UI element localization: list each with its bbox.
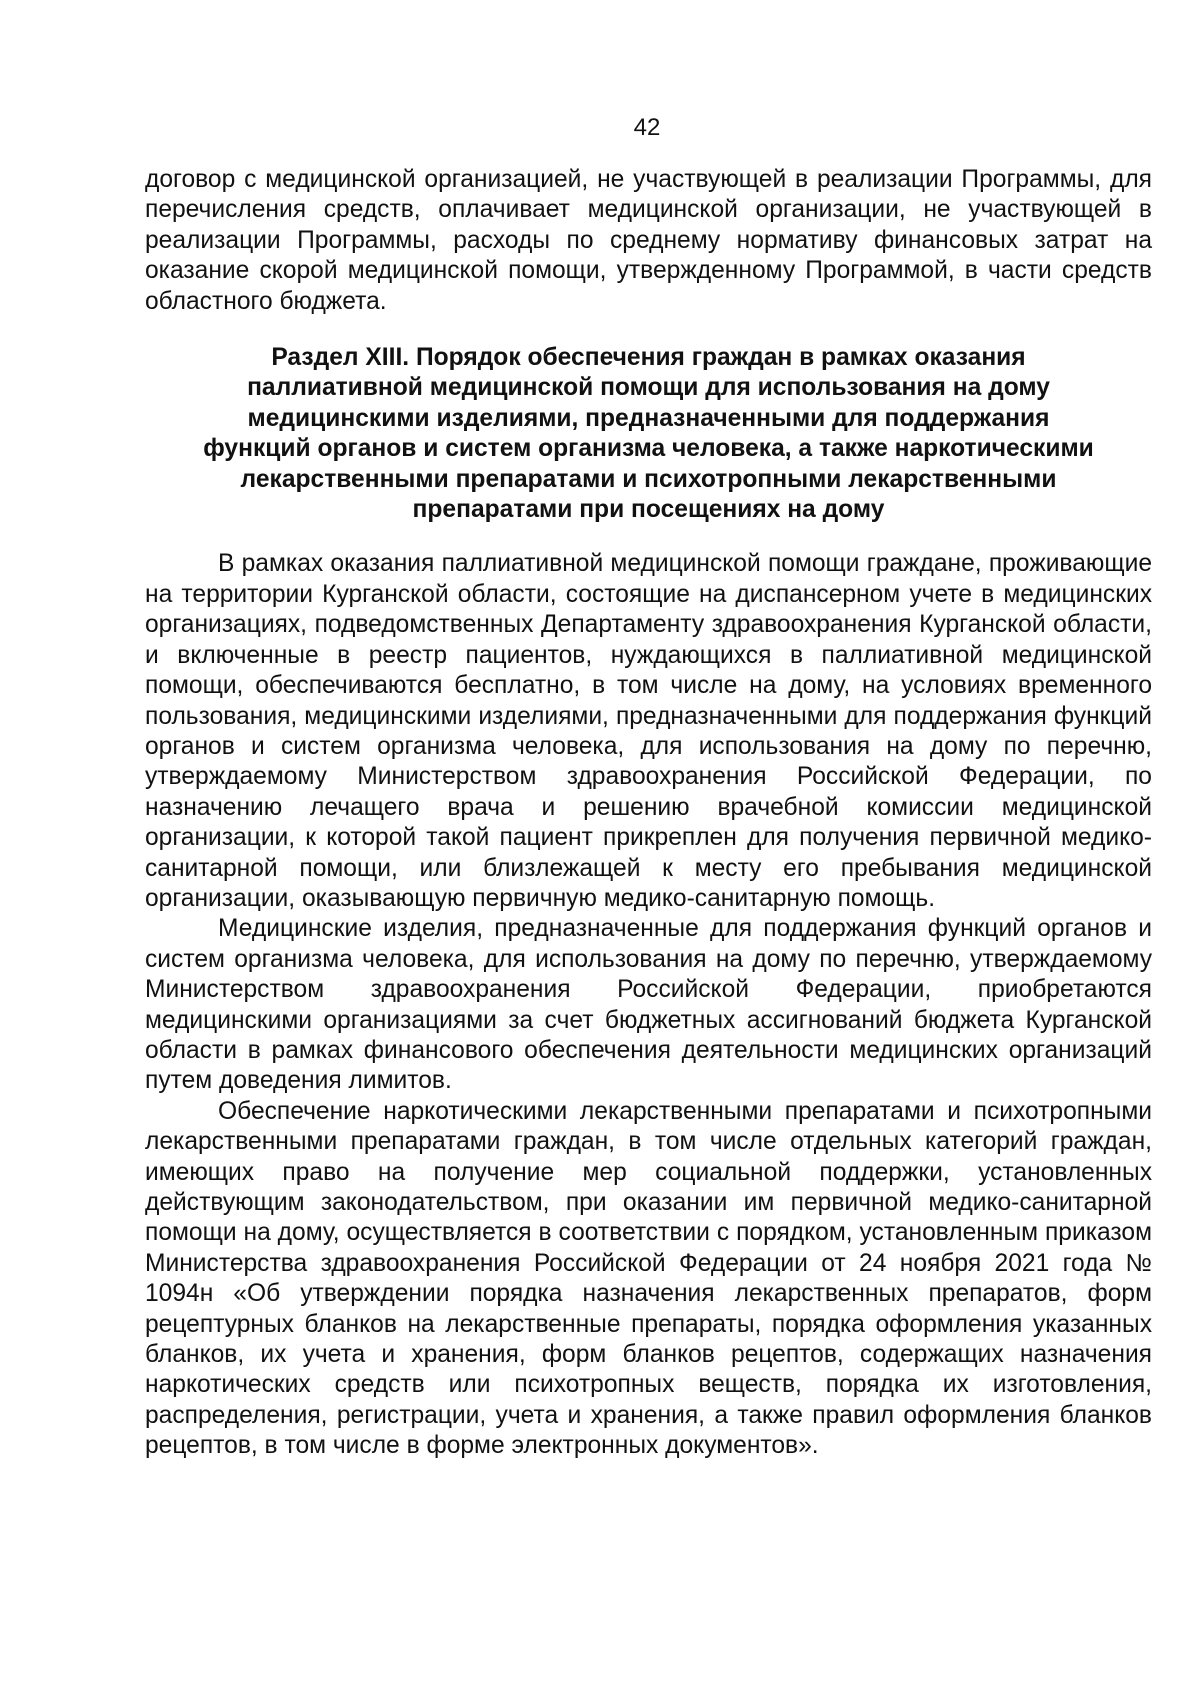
body-paragraph-device-funding: Медицинские изделия, предназначенные для поддержания функций органов и систем организма человека, для использования на дому по перечню, утверждаемому Министерством здравоохранения Российской Федерации, приобретаются медицинскими организациями за счет бюджетных ассигнований бюджета Курганской области в рамках финансового обеспечения деятельности медицинских организаций путем доведения лимитов.: [145, 915, 1152, 1095]
section-heading-line: лекарственными препаратами и психотропными лекарственными: [240, 465, 1057, 493]
section-heading-line: паллиативной медицинской помощи для использования на дому: [247, 374, 1050, 402]
body-paragraph-narcotic-drugs: Обеспечение наркотическими лекарственными препаратами и психотропными лекарственными препаратами граждан, в том числе отдельных категорий граждан, имеющих право на получение мер социальной поддержки, установленных действующим законодательством, при оказании им первичной медико-санитарной помощи на дому, осуществляется в соответствии с порядком, установленным приказом Министерства здравоохранения Российской Федерации от 24 ноября 2021 года № 1094н «Об утверждении порядка назначения лекарственных препаратов, форм рецептурных бланков на лекарственные препараты, порядка оформления указанных бланков, их учета и хранения, форм бланков рецептов, содержащих назначения наркотических средств или психотропных веществ, порядка их изготовления, распределения, регистрации, учета и хранения, а также правил оформления бланков рецептов, в том числе в форме электронных документов».: [145, 1097, 1152, 1460]
section-heading: [145, 343, 1152, 525]
page-number: 42: [633, 114, 661, 141]
document-body: [145, 165, 1152, 1462]
section-heading-line: медицинскими изделиями, предназначенными для поддержания: [247, 404, 1050, 432]
section-heading-line: функций органов и систем организма человека, а также наркотическими: [203, 435, 1094, 463]
body-paragraph-palliative-devices: В рамках оказания паллиативной медицинской помощи граждане, проживающие на территории Курганской области, состоящие на диспансерном учете в медицинских организациях, подведомственных Департаменту здравоохранения Курганской области, и включенные в реестр пациентов, нуждающихся в паллиативной медицинской помощи, обеспечиваются бесплатно, в том числе на дому, на условиях временного пользования, медицинскими изделиями, предназначенными для поддержания функций органов и систем организма человека, для использования на дому по перечню, утверждаемому Министерством здравоохранения Российской Федерации, по назначению лечащего врача и решению врачебной комиссии медицинской организации, к которой такой пациент прикреплен для получения первичной медико-санитарной помощи, или близлежащей к месту его пребывания медицинской организации, оказывающую первичную медико-санитарную помощь.: [145, 550, 1152, 912]
section-heading-line: препаратами при посещениях на дому: [412, 496, 885, 524]
section-heading-line: Раздел XIII. Порядок обеспечения граждан в рамках оказания: [271, 344, 1026, 372]
intro-paragraph: договор с медицинской организацией, не участвующей в реализации Программы, для перечисления средств, оплачивает медицинской организации, не участвующей в реализации Программы, расходы по среднему нормативу финансовых затрат на оказание скорой медицинской помощи, утвержденному Программой, в части средств областного бюджета.: [145, 166, 1152, 315]
